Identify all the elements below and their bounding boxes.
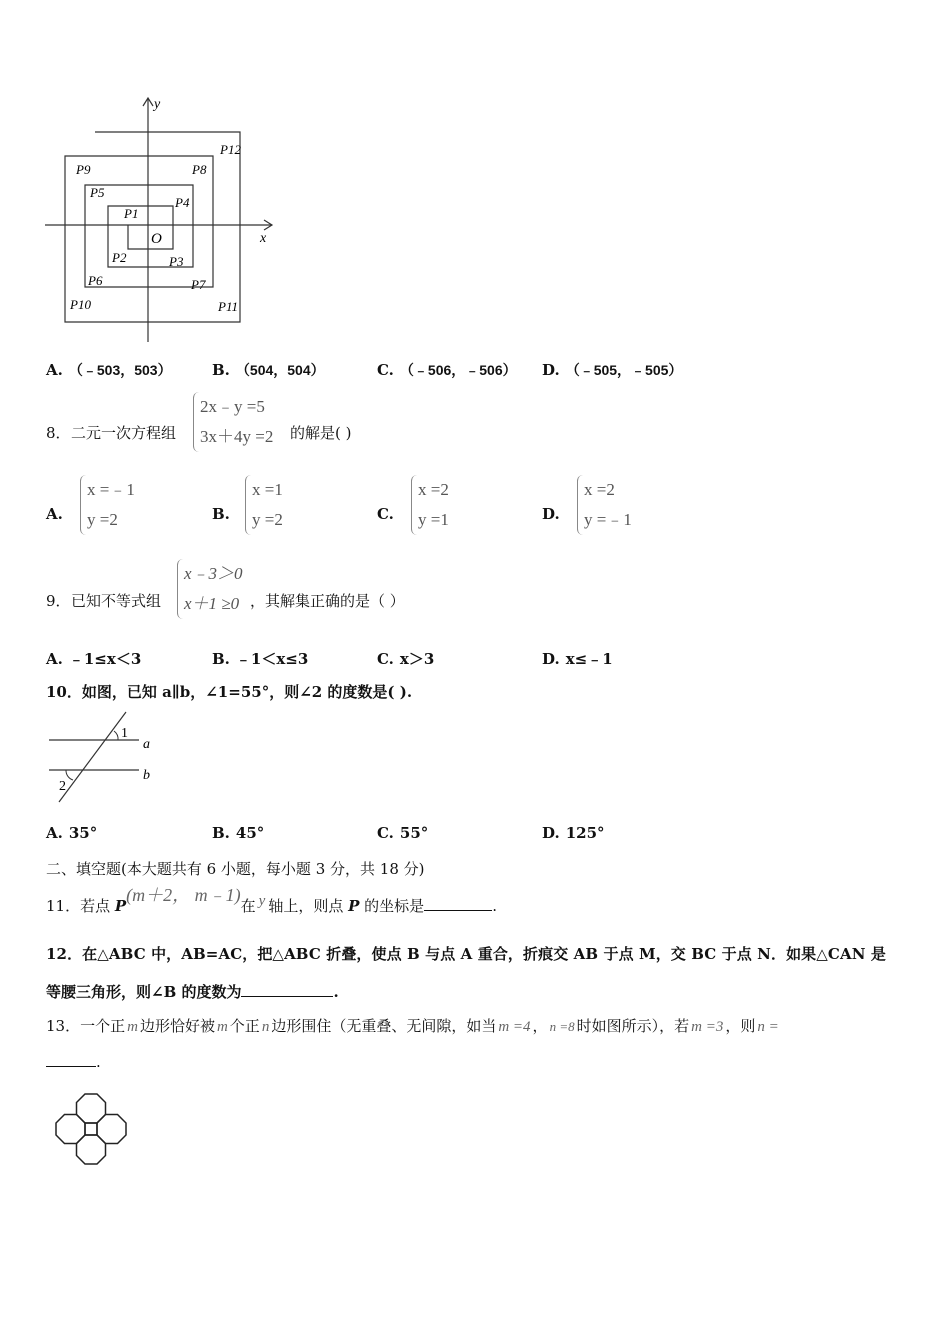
q13-line <box>46 1015 779 1036</box>
q7-option-d-text: （﹣505，﹣505） <box>565 362 683 378</box>
q8-tail: 的解是( ) <box>290 424 352 442</box>
q13-t5: 时如图所示），若 <box>576 1017 690 1035</box>
q8-eq1: 2x﹣y =5 <box>200 397 265 416</box>
q9-option-b[interactable] <box>212 648 308 669</box>
angle-2-arc <box>66 770 73 780</box>
q11-coord: (m＋2， m﹣1) <box>126 885 241 905</box>
point-label-p5: P5 <box>90 185 105 200</box>
q13-pre: 13．一个正 <box>46 1017 126 1035</box>
q13-cond-n8: n =8 <box>549 1019 575 1034</box>
origin-label: O <box>151 231 162 247</box>
point-label-p6: P6 <box>88 273 103 288</box>
q8-option-c-letter[interactable]: C. <box>377 505 394 523</box>
q9-inequality-system <box>177 559 243 619</box>
parallel-lines-figure <box>44 710 164 805</box>
q12-line2-post: . <box>333 983 339 1001</box>
q13-answer-blank[interactable] <box>46 1052 96 1067</box>
spiral-path <box>65 132 240 322</box>
q7-option-a[interactable] <box>46 360 172 380</box>
q10-option-a-text: 35° <box>68 824 98 842</box>
q11-point2: P <box>348 897 360 915</box>
q13-m2: m <box>216 1019 228 1035</box>
q8-option-b-letter[interactable]: B. <box>212 505 230 523</box>
q11-pre: 若点 <box>80 897 115 915</box>
q9-option-c-letter: C. <box>377 650 394 668</box>
q8-option-d-line1: x =2 <box>584 480 615 499</box>
q13-cond-m4: m =4 <box>498 1019 531 1035</box>
q12-line2-pre: 等腰三角形，则∠B 的度数为 <box>46 983 242 1001</box>
transversal-line <box>59 712 126 802</box>
q13-t4: ， <box>532 1017 548 1035</box>
q9-stem: 已知不等式组 <box>71 592 162 610</box>
q13-t3: 边形围住（无重叠、无间隙，如当 <box>271 1017 497 1035</box>
q8-option-c-line1: x =2 <box>418 480 449 499</box>
q9-option-c-text: x＞3 <box>399 650 435 668</box>
q12-line2 <box>46 981 339 1002</box>
q10-option-c-text: 55° <box>399 824 429 842</box>
q8-option-a-line2: y =2 <box>87 510 118 529</box>
q13-end: . <box>96 1053 101 1071</box>
q7-option-a-text: （﹣503，503） <box>68 362 172 378</box>
q8-equation-system <box>193 392 273 452</box>
q8-option-d-letter[interactable]: D. <box>542 505 560 523</box>
point-label-p11: P11 <box>218 299 238 314</box>
q8-option-c-line2: y =1 <box>418 510 449 529</box>
q10-text: 10．如图，已知 a∥b，∠1=55°，则∠2 的度数是( ). <box>46 683 413 701</box>
label-angle-1: 1 <box>121 726 128 741</box>
point-label-p9: P9 <box>76 162 91 177</box>
q13-cond-m3: m =3 <box>691 1019 724 1035</box>
octagon-square-figure <box>50 1088 132 1170</box>
q9-option-d-text: x≤﹣1 <box>565 650 613 668</box>
q11-end: 的坐标是 <box>359 897 425 915</box>
q11-post: 轴上，则点 <box>268 897 349 915</box>
q10-option-a[interactable] <box>46 824 97 842</box>
q8-option-c[interactable] <box>411 475 449 535</box>
q8-number: 8． <box>46 424 71 442</box>
q9-ineq2: x＋1 ≥0 <box>184 594 240 613</box>
point-label-p12: P12 <box>220 142 241 157</box>
q9-ineq1: x﹣3＞0 <box>184 564 243 583</box>
q8-option-d-line2: y =﹣1 <box>584 510 632 529</box>
q9-number: 9． <box>46 592 71 610</box>
label-line-a: a <box>143 737 150 752</box>
q8-option-d[interactable] <box>577 475 632 535</box>
q7-option-d-letter: D. <box>542 361 560 379</box>
point-label-p7: P7 <box>191 277 206 292</box>
point-label-p1: P1 <box>124 206 139 221</box>
q8-eq2: 3x＋4y =2 <box>200 427 274 446</box>
q13-t6: ，则 <box>725 1017 756 1035</box>
q8-option-a-letter[interactable]: A. <box>46 505 63 523</box>
q9-option-b-text: ﹣1＜x≤3 <box>235 650 309 668</box>
q13-n: n <box>261 1019 270 1035</box>
q8-stem: 二元一次方程组 <box>71 424 177 442</box>
q8-option-a-line1: x =﹣1 <box>87 480 135 499</box>
q7-option-d[interactable] <box>542 360 682 380</box>
q9-option-a[interactable] <box>46 648 141 669</box>
q9-option-d[interactable] <box>542 648 613 669</box>
q12-answer-blank[interactable] <box>241 982 333 997</box>
q7-option-c-text: （﹣506，﹣506） <box>399 362 517 378</box>
q9-option-d-letter: D. <box>542 650 560 668</box>
q8-option-b[interactable] <box>245 475 283 535</box>
q10-option-c-letter: C. <box>377 824 394 842</box>
octagon-left <box>56 1115 85 1144</box>
q8-option-a[interactable] <box>80 475 135 535</box>
point-label-p3: P3 <box>169 254 184 269</box>
q10-option-b[interactable] <box>212 824 264 842</box>
q7-option-b-letter: B. <box>212 361 230 379</box>
q13-t1: 边形恰好被 <box>139 1017 215 1035</box>
point-label-p4: P4 <box>175 195 190 210</box>
y-axis-label: y <box>154 97 161 112</box>
label-line-b: b <box>143 768 150 783</box>
q11-line <box>46 886 497 926</box>
q10-option-d-letter: D. <box>542 824 560 842</box>
point-label-p10: P10 <box>70 297 91 312</box>
point-label-p2: P2 <box>112 250 127 265</box>
q9-option-c[interactable] <box>377 648 434 669</box>
q7-option-c-letter: C. <box>377 361 394 379</box>
q12-line1: 12．在△ABC 中，AB=AC，把△ABC 折叠，使点 B 与点 A 重合，折痕交 AB 于点 M，交 BC 于点 N．如果△CAN 是 <box>46 945 886 963</box>
q13-answer-line <box>46 1052 101 1071</box>
q9-option-b-letter: B. <box>212 650 230 668</box>
point-label-p8: P8 <box>192 162 207 177</box>
label-angle-2: 2 <box>59 779 66 794</box>
q9-option-a-text: ﹣1≤x＜3 <box>68 650 142 668</box>
spiral-coordinate-figure <box>40 92 285 347</box>
q7-option-c[interactable] <box>377 360 517 380</box>
q11-point: P <box>114 897 127 915</box>
q10-option-d-text: 125° <box>565 824 605 842</box>
q10-option-b-text: 45° <box>235 824 265 842</box>
q13-t2: 个正 <box>229 1017 260 1035</box>
q13-cond-n: n = <box>757 1019 779 1035</box>
q11-mid: 在 <box>240 897 256 915</box>
angle-1-arc <box>114 731 118 740</box>
q11-answer-blank[interactable] <box>424 896 492 911</box>
q10-option-c[interactable] <box>377 824 428 842</box>
q9-option-a-letter: A. <box>46 650 63 668</box>
section-2-heading: 二、填空题(本大题共有 6 小题，每小题 3 分，共 18 分) <box>46 860 425 878</box>
q8-option-b-line1: x =1 <box>252 480 283 499</box>
x-axis-label: x <box>260 231 267 246</box>
q7-option-b[interactable] <box>212 360 325 380</box>
center-square <box>85 1123 97 1135</box>
q11-dot: . <box>492 897 497 915</box>
q11-number: 11． <box>46 897 81 915</box>
q9-tail: ，其解集正确的是（ ） <box>250 592 405 610</box>
q10-option-a-letter: A. <box>46 824 63 842</box>
q10-option-b-letter: B. <box>212 824 230 842</box>
q8-option-b-line2: y =2 <box>252 510 283 529</box>
q7-option-a-letter: A. <box>46 361 63 379</box>
q7-option-b-text: （504，504） <box>235 362 325 378</box>
q10-option-d[interactable] <box>542 824 605 842</box>
q11-axis: y <box>258 893 266 909</box>
octagon-right <box>97 1115 126 1144</box>
q13-m: m <box>127 1019 138 1035</box>
